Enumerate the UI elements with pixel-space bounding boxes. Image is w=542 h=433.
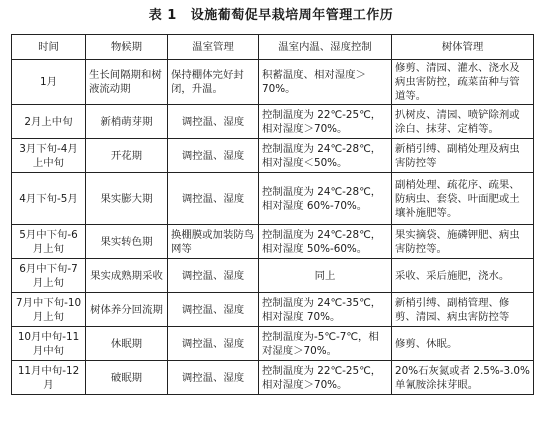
table-row — [12, 225, 534, 259]
cell-phenology: 开花期 — [86, 139, 168, 173]
cell-tree: 新梢引缚、副梢管理、修剪、清园、病虫害防控等 — [392, 293, 534, 327]
cell-greenhouse: 保持棚体完好封闭，升温。 — [168, 60, 259, 105]
cell-phenology: 新梢萌芽期 — [86, 105, 168, 139]
cell-climate: 控制温度为 24℃-28℃，相对湿度 60%-70%。 — [259, 173, 392, 225]
cell-phenology: 生长间隔期和树液流动期 — [86, 60, 168, 105]
cell-time: 3月下旬-4月上中旬 — [12, 139, 86, 173]
table-title: 设施葡萄促早栽培周年管理工作历 — [190, 8, 394, 23]
cell-climate: 控制温度为-5℃-7℃，相对湿度＞70%。 — [259, 327, 392, 361]
cell-climate: 控制温度为 22℃-25℃，相对湿度＞70%。 — [259, 105, 392, 139]
cell-phenology: 休眠期 — [86, 327, 168, 361]
cell-tree: 修剪、休眠。 — [392, 327, 534, 361]
cell-climate: 控制温度为 24℃-28℃，相对湿度 50%-60%。 — [259, 225, 392, 259]
table-row — [12, 60, 534, 105]
header-time: 时间 — [12, 35, 86, 60]
cell-climate: 控制温度为 24℃-35℃，相对湿度 70%。 — [259, 293, 392, 327]
cell-tree: 新梢引缚、副梢处理及病虫害防控等 — [392, 139, 534, 173]
table-row — [12, 173, 534, 225]
cell-tree: 采收、采后施肥，浇水。 — [392, 259, 534, 293]
cell-time: 5月中下旬-6月上旬 — [12, 225, 86, 259]
cell-time: 11月中旬-12月 — [12, 361, 86, 395]
cell-greenhouse: 调控温、湿度 — [168, 293, 259, 327]
cell-climate: 积蓄温度、相对湿度＞70%。 — [259, 60, 392, 105]
cell-time: 2月上中旬 — [12, 105, 86, 139]
cell-tree: 副梢处理、疏花序、疏果、防病虫、套袋、叶面肥或土壤补施肥等。 — [392, 173, 534, 225]
table-row — [12, 259, 534, 293]
table-caption — [0, 4, 542, 23]
table-row — [12, 105, 534, 139]
management-calendar-table — [11, 34, 534, 395]
cell-time: 4月下旬-5月 — [12, 173, 86, 225]
cell-climate: 控制温度为 24℃-28℃，相对湿度＜50%。 — [259, 139, 392, 173]
cell-climate: 控制温度为 22℃-25℃，相对湿度＞70%。 — [259, 361, 392, 395]
cell-greenhouse: 调控温、湿度 — [168, 173, 259, 225]
header-greenhouse: 温室管理 — [168, 35, 259, 60]
table-row — [12, 293, 534, 327]
cell-time: 7月中下旬-10月上旬 — [12, 293, 86, 327]
cell-tree: 20%石灰氮或者 2.5%-3.0%单氰胺涂抹芽眼。 — [392, 361, 534, 395]
cell-tree: 果实摘袋、施磷钾肥、病虫害防控等。 — [392, 225, 534, 259]
cell-tree: 修剪、清园、灌水、浇水及病虫害防控，疏菜苗种与管道等。 — [392, 60, 534, 105]
header-climate: 温室内温、湿度控制 — [259, 35, 392, 60]
cell-greenhouse: 调控温、湿度 — [168, 361, 259, 395]
cell-greenhouse: 调控温、湿度 — [168, 139, 259, 173]
cell-phenology: 果实转色期 — [86, 225, 168, 259]
table-row — [12, 139, 534, 173]
cell-phenology: 破眠期 — [86, 361, 168, 395]
cell-greenhouse: 换棚膜或加装防鸟网等 — [168, 225, 259, 259]
cell-phenology: 果实膨大期 — [86, 173, 168, 225]
header-phenology: 物候期 — [86, 35, 168, 60]
cell-climate: 同上 — [259, 259, 392, 293]
cell-phenology: 果实成熟期采收 — [86, 259, 168, 293]
cell-tree: 扒树皮、清园、喷铲除剂或涂白、抹芽、定梢等。 — [392, 105, 534, 139]
table-row — [12, 361, 534, 395]
cell-time: 1月 — [12, 60, 86, 105]
cell-phenology: 树体养分回流期 — [86, 293, 168, 327]
table-number: 表 1 — [148, 8, 177, 23]
header-tree: 树体管理 — [392, 35, 534, 60]
cell-time: 6月中下旬-7月上旬 — [12, 259, 86, 293]
cell-greenhouse: 调控温、湿度 — [168, 259, 259, 293]
table-row — [12, 327, 534, 361]
cell-time: 10月中旬-11月中旬 — [12, 327, 86, 361]
cell-greenhouse: 调控温、湿度 — [168, 105, 259, 139]
cell-greenhouse: 调控温、湿度 — [168, 327, 259, 361]
table-header-row — [12, 35, 534, 60]
